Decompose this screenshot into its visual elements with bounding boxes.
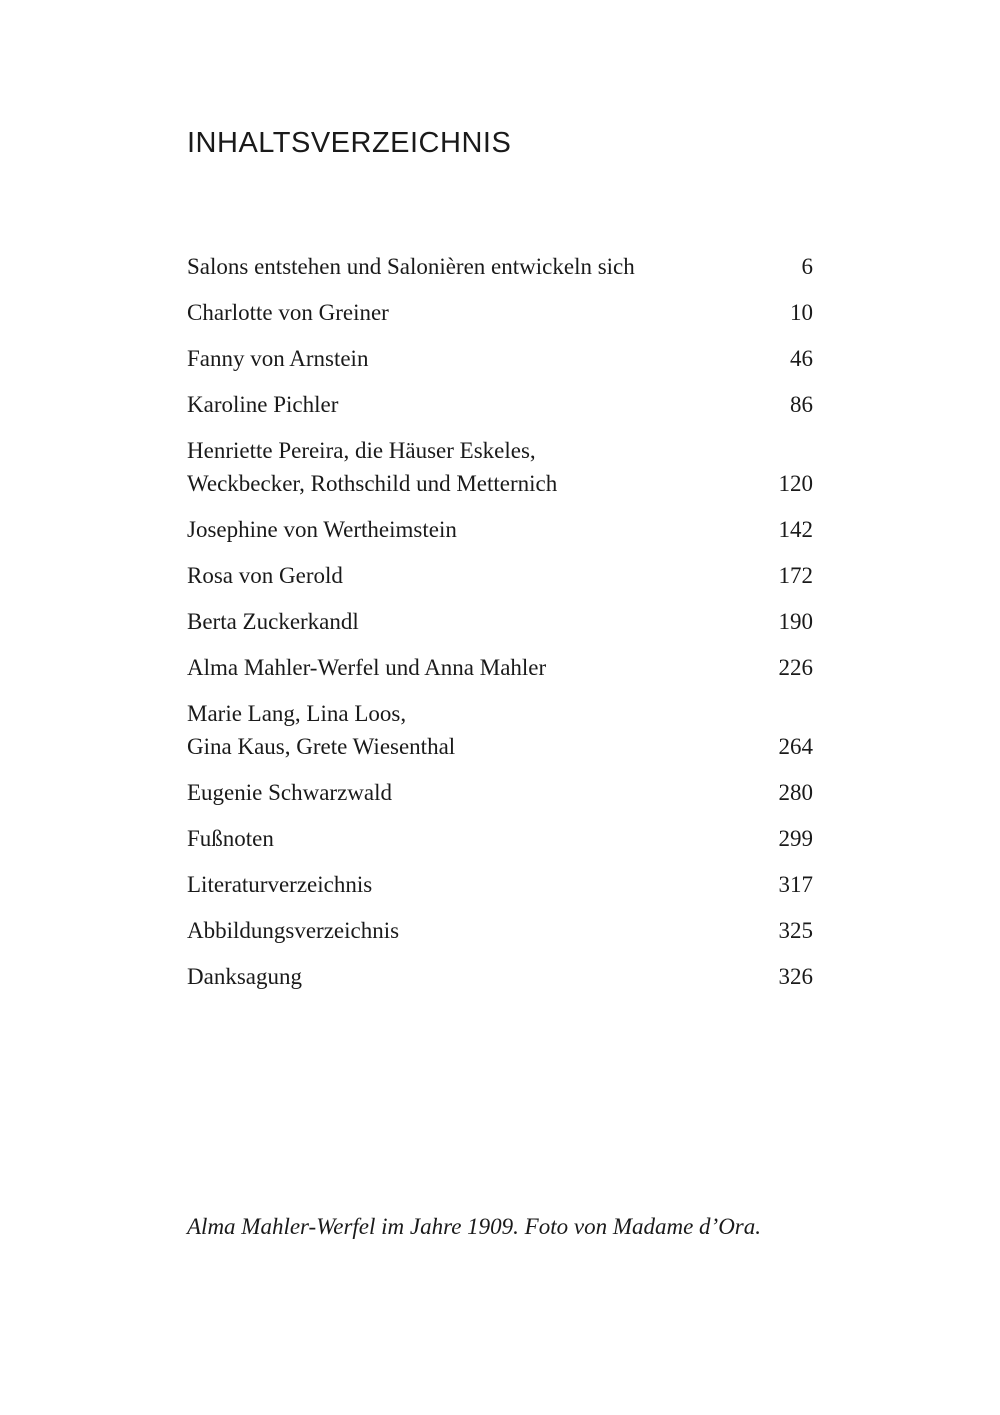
toc-entry-page-number: 142	[778, 517, 813, 542]
toc-entry-page-number: 264	[778, 734, 813, 759]
toc-entry-page-number: 172	[778, 563, 813, 588]
toc-entry-title-line: Danksagung	[187, 964, 302, 989]
toc-entry-title-line: Gina Kaus, Grete Wiesenthal	[187, 734, 456, 759]
toc-entry	[187, 605, 813, 638]
toc-entry-page-number: 325	[778, 918, 813, 943]
toc-entry-page-number: 299	[778, 826, 813, 851]
toc-entry	[187, 434, 813, 500]
toc-entry-title	[187, 513, 457, 546]
toc-entry-title	[187, 868, 372, 901]
photo-caption: Alma Mahler-Werfel im Jahre 1909. Foto von Madame d’Ora.	[187, 1214, 762, 1239]
toc-entry-title-line: Eugenie Schwarzwald	[187, 780, 393, 805]
toc-entry-title	[187, 296, 389, 329]
toc-entry	[187, 296, 813, 329]
toc-entry-title	[187, 342, 368, 375]
toc-entry	[187, 822, 813, 855]
toc-entry-title-line: Charlotte von Greiner	[187, 300, 389, 325]
toc-entry	[187, 697, 813, 763]
page-title: INHALTSVERZEICHNIS	[187, 127, 512, 159]
toc-entry-page-number: 226	[778, 655, 813, 680]
toc-entry-title	[187, 559, 343, 592]
toc-entry-title-line: Rosa von Gerold	[187, 563, 343, 588]
toc-entry	[187, 559, 813, 592]
toc-entry-title-line: Literaturverzeichnis	[187, 872, 373, 897]
toc-entry-title	[187, 697, 455, 763]
toc-entry-title	[187, 651, 546, 684]
toc-entry-title-line: Salons entstehen und Salonièren entwickeln sich	[187, 254, 635, 279]
toc-entry	[187, 960, 813, 993]
toc-entry-title-line: Karoline Pichler	[187, 392, 339, 417]
toc-entry-page-number: 317	[778, 872, 813, 897]
toc-entry	[187, 868, 813, 901]
toc-entry-title	[187, 434, 557, 500]
toc-entry-title-line: Fanny von Arnstein	[187, 346, 369, 371]
toc-entry-page-number: 280	[778, 780, 813, 805]
toc-entry-title-line: Alma Mahler-Werfel und Anna Mahler	[187, 655, 547, 680]
toc-entry-title-line: Weckbecker, Rothschild und Metternich	[187, 471, 558, 496]
toc-entry-title-line: Marie Lang, Lina Loos,	[187, 701, 407, 726]
toc-entry-page-number: 86	[790, 392, 813, 417]
toc-entry	[187, 651, 813, 684]
toc-entry-title-line: Abbildungsverzeichnis	[187, 918, 400, 943]
toc-entry	[187, 914, 813, 947]
toc-entry-title-line: Josephine von Wertheimstein	[187, 517, 457, 542]
toc-entry	[187, 776, 813, 809]
toc-entry-page-number: 46	[790, 346, 813, 371]
toc-entry-title-line: Fußnoten	[187, 826, 274, 851]
toc-entry	[187, 342, 813, 375]
toc-entry-title	[187, 822, 274, 855]
toc-entry-page-number: 6	[801, 254, 813, 279]
toc-entry-page-number: 326	[778, 964, 813, 989]
toc-entry-title	[187, 388, 338, 421]
toc-entry-title-line: Berta Zuckerkandl	[187, 609, 359, 634]
toc-entry	[187, 388, 813, 421]
toc-entry-page-number: 190	[778, 609, 813, 634]
toc-entry-title	[187, 605, 359, 638]
toc-entry-page-number: 120	[778, 471, 813, 496]
toc-entry-title	[187, 914, 399, 947]
toc-entry-title	[187, 960, 302, 993]
toc-entry	[187, 250, 813, 283]
table-of-contents	[187, 250, 813, 1006]
toc-entry-page-number: 10	[790, 300, 813, 325]
toc-entry	[187, 513, 813, 546]
toc-entry-title	[187, 250, 635, 283]
toc-entry-title-line: Henriette Pereira, die Häuser Eskeles,	[187, 438, 536, 463]
toc-entry-title	[187, 776, 392, 809]
